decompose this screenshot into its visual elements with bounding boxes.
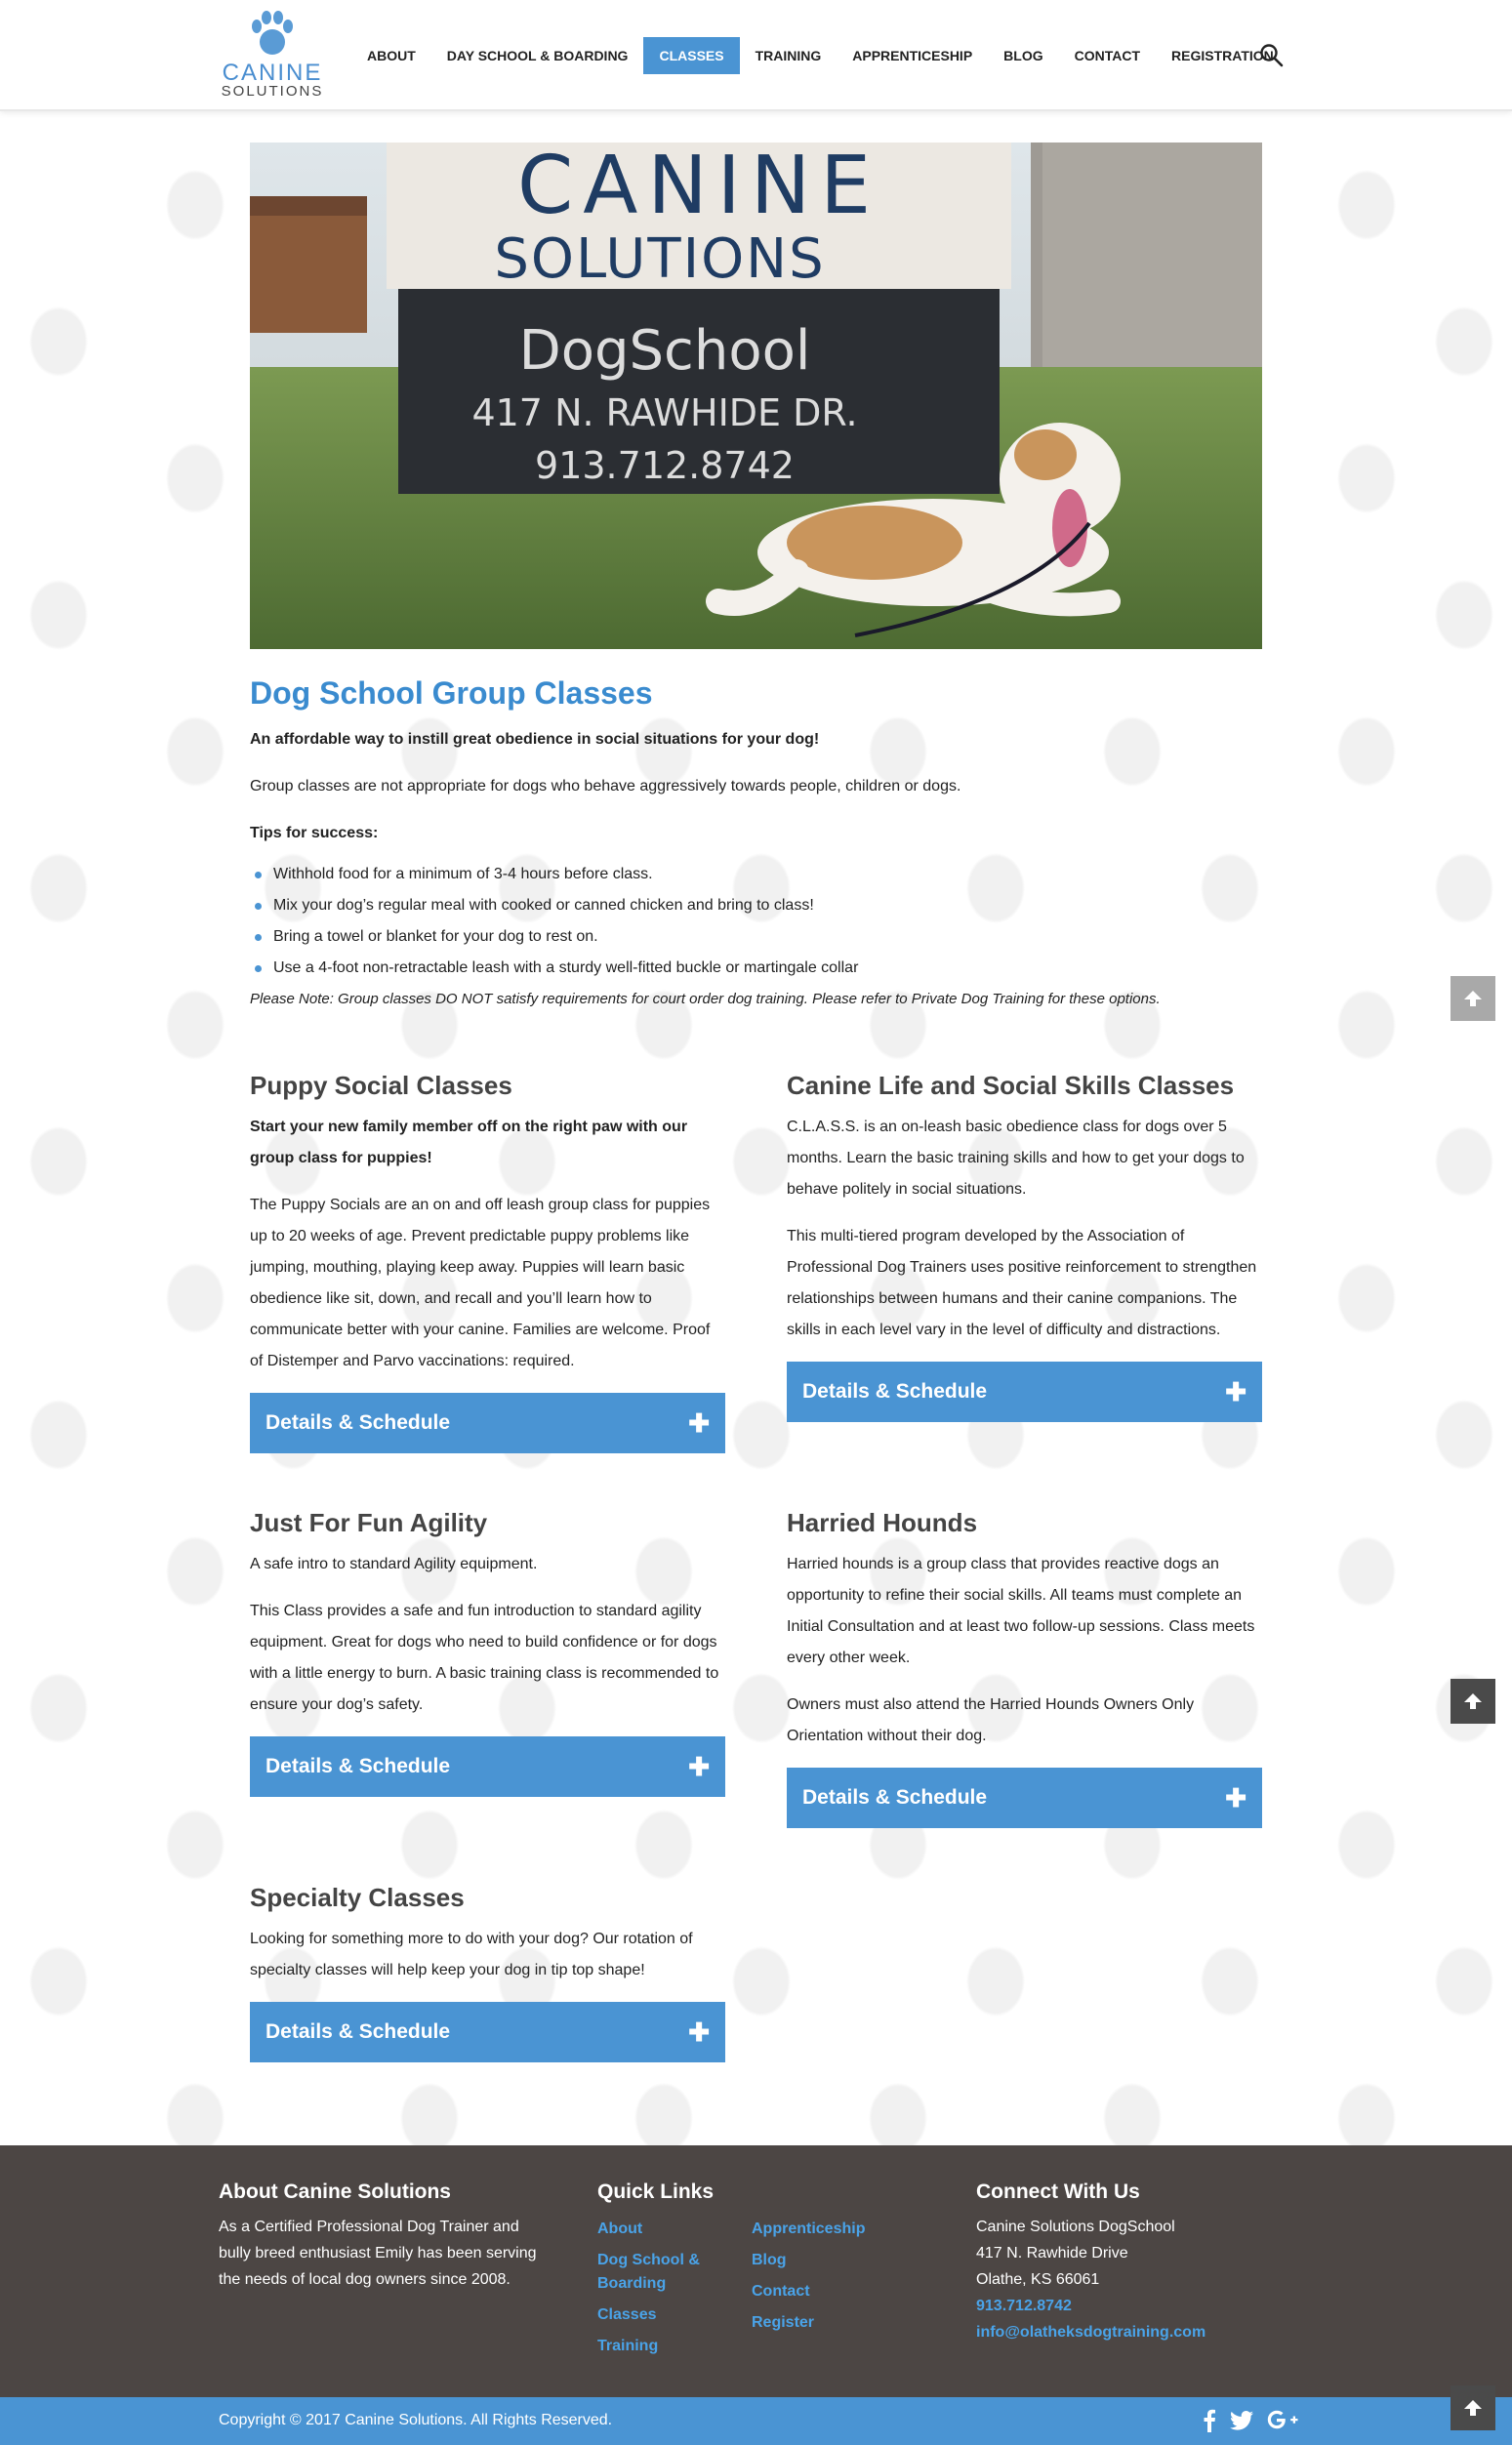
tips-heading: Tips for success: xyxy=(250,825,379,841)
arrow-up-icon xyxy=(1462,1691,1484,1712)
footer-link-classes[interactable]: Classes xyxy=(597,2306,657,2323)
plus-icon: ✚ xyxy=(688,1408,710,1438)
nav-day-school-boarding[interactable]: DAY SCHOOL & BOARDING xyxy=(446,48,629,63)
agility-p1: A safe intro to standard Agility equipment. xyxy=(250,1556,538,1572)
google-plus-icon[interactable] xyxy=(1267,2410,1298,2436)
page-title: Dog School Group Classes xyxy=(250,675,653,711)
details-button-label: Details & Schedule xyxy=(266,1755,451,1777)
agility-details-button[interactable] xyxy=(250,1736,725,1797)
facebook-icon[interactable] xyxy=(1203,2409,1216,2437)
footer-about-text: As a Certified Professional Dog Trainer and bully breed enthusiast Emily has been serving the needs of local dog owners since 2008. xyxy=(219,2219,537,2288)
logo-word-canine: CANINE xyxy=(222,60,323,86)
harried-hounds-p2: Owners must also attend the Harried Hounds Owners Only Orientation without their dog. xyxy=(787,1696,1195,1744)
sign-phone-text: 913.712.8742 xyxy=(535,444,795,487)
copyright-text: Copyright © 2017 Canine Solutions. All Rights Reserved. xyxy=(219,2412,613,2428)
main-nav xyxy=(351,37,1289,74)
sign-address-text: 417 N. RAWHIDE DR. xyxy=(471,391,858,434)
intro-text: Group classes are not appropriate for dogs who behave aggressively towards people, children or dogs. xyxy=(250,778,961,795)
specialty-section xyxy=(250,1881,725,2062)
nav-classes[interactable]: CLASSES xyxy=(643,37,739,74)
footer-connect xyxy=(976,2179,1308,2345)
footer-connect-name: Canine Solutions DogSchool xyxy=(976,2219,1175,2235)
plus-icon: ✚ xyxy=(688,2017,710,2047)
nav-apprenticeship[interactable]: APPRENTICESHIP xyxy=(852,48,973,63)
footer-about xyxy=(219,2179,551,2293)
footer-link-training[interactable]: Training xyxy=(597,2338,659,2354)
footer-connect-street: 417 N. Rawhide Drive xyxy=(976,2245,1128,2262)
puppy-social-section xyxy=(250,1069,725,1453)
list-item: Use a 4-foot non-retractable leash with a sturdy well-fitted buckle or martingale collar xyxy=(250,953,1262,984)
nav-about[interactable]: ABOUT xyxy=(367,48,416,63)
footer-link-contact[interactable]: Contact xyxy=(752,2283,810,2300)
footer-links-title: Quick Links xyxy=(597,2180,715,2203)
puppy-social-lead: Start your new family member off on the right paw with our group class for puppies! xyxy=(250,1119,688,1166)
specialty-details-button[interactable] xyxy=(250,2002,725,2062)
footer-link-about[interactable]: About xyxy=(597,2221,643,2237)
canine-life-p2: This multi-tiered program developed by the Association of Professional Dog Trainers uses positive reinforcement to strengthen relationships between humans and their canine companions. The skills in each level vary in the level of difficulty and distractions. xyxy=(787,1228,1257,1338)
footer-about-title: About Canine Solutions xyxy=(219,2180,451,2203)
harried-hounds-details-button[interactable] xyxy=(787,1768,1262,1828)
logo-word-solutions: SOLUTIONS xyxy=(221,83,324,100)
list-item: Withhold food for a minimum of 3-4 hours before class. xyxy=(250,859,1262,890)
footer-link-apprenticeship[interactable]: Apprenticeship xyxy=(752,2221,866,2237)
hero-image xyxy=(250,143,1262,649)
footer-link-register[interactable]: Register xyxy=(752,2314,815,2331)
main-content xyxy=(250,673,1262,1015)
copyright-bar xyxy=(0,2397,1512,2445)
back-to-top-button[interactable] xyxy=(1451,1679,1495,1724)
agility-p2: This Class provides a safe and fun introduction to standard agility equipment. Great for dogs who need to build confidence or for dogs with a little energy to burn. A basic training class is recommended to ensure your dog’s safety. xyxy=(250,1603,719,1713)
social-links xyxy=(1203,2409,1298,2437)
canine-life-p1: C.L.A.S.S. is an on-leash basic obedience class for dogs over 5 months. Learn the basic training skills and how to get your dogs to behave politely in social situations. xyxy=(787,1119,1245,1198)
footer-connect-city: Olathe, KS 66061 xyxy=(976,2271,1100,2288)
footer-phone-link[interactable]: 913.712.8742 xyxy=(976,2298,1072,2314)
site-header xyxy=(0,0,1512,111)
footer-quick-links xyxy=(597,2179,929,2354)
puppy-details-button[interactable] xyxy=(250,1393,725,1453)
site-footer xyxy=(0,2145,1512,2397)
details-button-label: Details & Schedule xyxy=(802,1380,988,1403)
specialty-title: Specialty Classes xyxy=(250,1883,465,1912)
sign-dogschool-text: DogSchool xyxy=(518,319,811,383)
specialty-p1: Looking for something more to do with your dog? Our rotation of specialty classes will help keep your dog in tip top shape! xyxy=(250,1931,693,1978)
details-button-label: Details & Schedule xyxy=(266,1411,451,1434)
canine-life-section xyxy=(787,1069,1262,1422)
agility-title: Just For Fun Agility xyxy=(250,1508,488,1537)
paw-logo-icon xyxy=(248,10,297,59)
footer-connect-title: Connect With Us xyxy=(976,2180,1140,2203)
plus-icon: ✚ xyxy=(688,1752,710,1781)
footer-link-blog[interactable]: Blog xyxy=(752,2252,787,2268)
nav-training[interactable]: TRAINING xyxy=(755,48,822,63)
sign-canine-text: CANINE xyxy=(516,143,881,232)
list-item: Mix your dog’s regular meal with cooked or canned chicken and bring to class! xyxy=(250,890,1262,921)
details-button-label: Details & Schedule xyxy=(266,2020,451,2043)
sign-solutions-text: SOLUTIONS xyxy=(494,227,826,291)
nav-contact[interactable]: CONTACT xyxy=(1074,48,1141,63)
plus-icon: ✚ xyxy=(1225,1377,1246,1406)
arrow-up-icon xyxy=(1462,988,1484,1009)
tips-list xyxy=(250,859,1262,984)
search-icon[interactable] xyxy=(1259,43,1285,68)
list-item: Bring a towel or blanket for your dog to rest on. xyxy=(250,921,1262,953)
agility-section xyxy=(250,1506,725,1797)
harried-hounds-p1: Harried hounds is a group class that provides reactive dogs an opportunity to refine their social skills. All teams must complete an Initial Consultation and at least two follow-up sessions. Class meets every other week. xyxy=(787,1556,1255,1666)
nav-registration[interactable]: REGISTRATION xyxy=(1171,48,1274,63)
canine-life-details-button[interactable] xyxy=(787,1362,1262,1422)
puppy-social-title: Puppy Social Classes xyxy=(250,1071,512,1100)
scroll-up-button[interactable] xyxy=(1451,976,1495,1021)
court-order-note: Please Note: Group classes DO NOT satisfy requirements for court order dog training. Please refer to Private Dog Training for these options. xyxy=(250,991,1161,1007)
details-button-label: Details & Schedule xyxy=(802,1786,988,1809)
twitter-icon[interactable] xyxy=(1230,2411,1253,2435)
canine-life-title: Canine Life and Social Skills Classes xyxy=(787,1071,1235,1100)
plus-icon: ✚ xyxy=(1225,1783,1246,1813)
harried-hounds-title: Harried Hounds xyxy=(787,1508,978,1537)
footer-email-link[interactable]: info@olatheksdogtraining.com xyxy=(976,2324,1206,2341)
puppy-social-body: The Puppy Socials are an on and off leash group class for puppies up to 20 weeks of age. Prevent predictable puppy problems like jumping, mouthing, playing keep away. Puppies will learn basic obedience like sit, down, and recall and you’ll learn how to communicate better with your canine. Families are welcome. Proof of Distemper and Parvo vaccinations: required. xyxy=(250,1197,711,1369)
intro-lead: An affordable way to instill great obedience in social situations for your dog! xyxy=(250,731,820,748)
harried-hounds-section xyxy=(787,1506,1262,1828)
site-logo[interactable] xyxy=(219,10,326,100)
footer-link-dog-school-boarding[interactable]: Dog School & Boarding xyxy=(597,2252,700,2292)
nav-blog[interactable]: BLOG xyxy=(1003,48,1043,63)
footer-back-to-top-button[interactable] xyxy=(1451,2385,1495,2430)
arrow-up-icon xyxy=(1462,2397,1484,2419)
